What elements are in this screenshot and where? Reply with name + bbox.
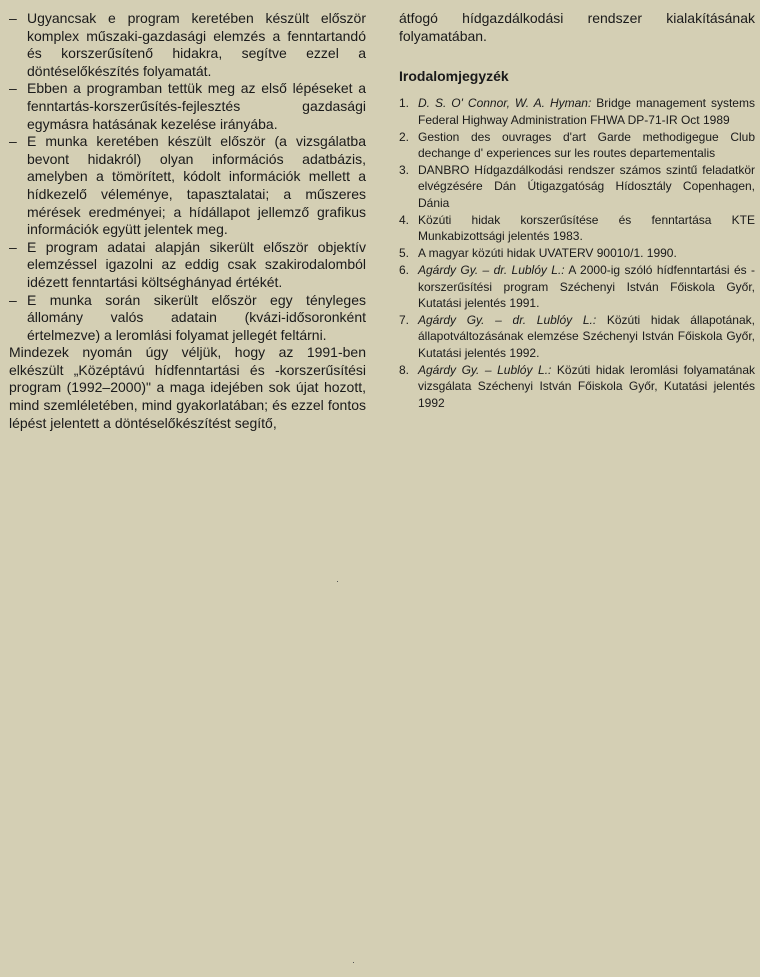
reference-item [399, 362, 755, 411]
reference-number: 5. [399, 246, 410, 261]
reference-authors: Agárdy Gy. – dr. Lublóy L.: [418, 263, 565, 278]
reference-item [399, 312, 755, 361]
list-item-text: Ebben a programban tettük meg az első lépéseket a fenntartás-korszerűsítés-fejlesztés gazdasági egymásra hatásának kezelése irányába. [27, 80, 366, 132]
reference-item [399, 212, 755, 245]
reference-text: Bridge management systems Federal Highway Administration FHWA DP-71-IR Oct 1989 [418, 96, 755, 127]
reference-number: 6. [399, 263, 410, 278]
reference-number: 1. [399, 96, 410, 111]
findings-list [9, 10, 366, 344]
reference-authors: Agárdy Gy. – dr. Lublóy L.: [418, 313, 597, 328]
reference-item [399, 262, 755, 311]
references-list [399, 95, 755, 411]
list-item-text: E munka keretében készült először (a vizsgálatba bevont hidakról) olyan információs adatbázis, amelyben a tömörített, kódolt információk mellett a hídkezelő véleménye, tapasztalatai; a műszeres mérések eredményei; a hídállapot jellemző grafikus információk együtt jelentek meg. [27, 133, 366, 238]
reference-text: A magyar közúti hidak UVATERV 90010/1. 1990. [418, 246, 677, 261]
list-item-text: E munka során sikerült először egy tényleges állomány valós adatain (kvázi-idősoronként értelmezve) a leromlási folyamat jellegét feltárni. [27, 291, 366, 343]
list-item [9, 239, 366, 292]
list-item [9, 133, 366, 239]
reference-text: Gestion des ouvrages d'art Garde methodigegue Club dechange d' experiences sur les routes departementalis [418, 129, 755, 160]
dash-marker: – [9, 291, 17, 308]
reference-item [399, 162, 755, 211]
dash-marker: – [9, 10, 17, 26]
closing-paragraph: Mindezek nyomán úgy véljük, hogy az 1991-ben elkészült „Középtávú hídfenntartási és -korszerűsítési program (1992–2000)" a maga idejében sok újat hozott, mind szemléletében, mind gyakorlatában; és ezzel fontos lépést jelentett a döntéselőkészítést segítő, [9, 344, 366, 431]
continued-paragraph: átfogó hídgazdálkodási rendszer kialakításának folyamatában. [399, 10, 755, 44]
left-column [9, 10, 366, 432]
scan-speck [353, 962, 354, 963]
dash-marker: – [9, 80, 17, 97]
dash-marker: – [9, 238, 17, 255]
reference-item [399, 245, 755, 261]
right-column [399, 10, 755, 412]
list-item-text: Ugyancsak e program keretében készült először komplex műszaki-gazdasági elemzés a fenntartandó és korszerűsítenő hidakra, segítve ezzel a döntéselőkészítés folyamatát. [27, 10, 366, 79]
reference-text: Közúti hidak állapotának, állapotváltozásának elemzése Széchenyi István Főiskola Győr, Kutatási jelentés 1992. [418, 313, 755, 360]
dash-marker: – [9, 133, 17, 150]
reference-item [399, 129, 755, 162]
list-item [9, 10, 366, 80]
list-item-text: E program adatai alapján sikerült először objektív elemzéssel igazolni az eddig csak szakirodalomból idézett fenntartási költséghányad értékét. [27, 238, 366, 290]
reference-number: 3. [399, 163, 410, 177]
reference-number: 4. [399, 212, 410, 227]
reference-item [399, 95, 755, 128]
reference-text: Közúti hidak leromlási folyamatának vizsgálata Széchenyi István Főiskola Győr, Kutatási jelentés 1992 [418, 362, 755, 410]
list-item [9, 80, 366, 133]
reference-text: A 2000-ig szóló hídfenntartási és -korszerűsítési program Széchenyi István Főiskola Győr, Kutatási jelentés 1991. [418, 263, 755, 311]
reference-number: 7. [399, 313, 410, 328]
reference-authors: D. S. O' Connor, W. A. Hyman: [418, 96, 592, 111]
scan-speck [337, 581, 338, 582]
reference-text: DANBRO Hídgazdálkodási rendszer számos szintű feladatkör elvégzésére Dán Útigazgatóság Hídosztály Copenhagen, Dánia [418, 163, 755, 210]
references-heading: Irodalomjegyzék [399, 68, 509, 85]
reference-number: 8. [399, 362, 410, 377]
reference-number: 2. [399, 129, 410, 144]
reference-authors: Agárdy Gy. – Lublóy L.: [418, 362, 552, 377]
list-item [9, 292, 366, 345]
reference-text: Közúti hidak korszerűsítése és fenntartása KTE Munkabizottsági jelentés 1983. [418, 212, 755, 244]
